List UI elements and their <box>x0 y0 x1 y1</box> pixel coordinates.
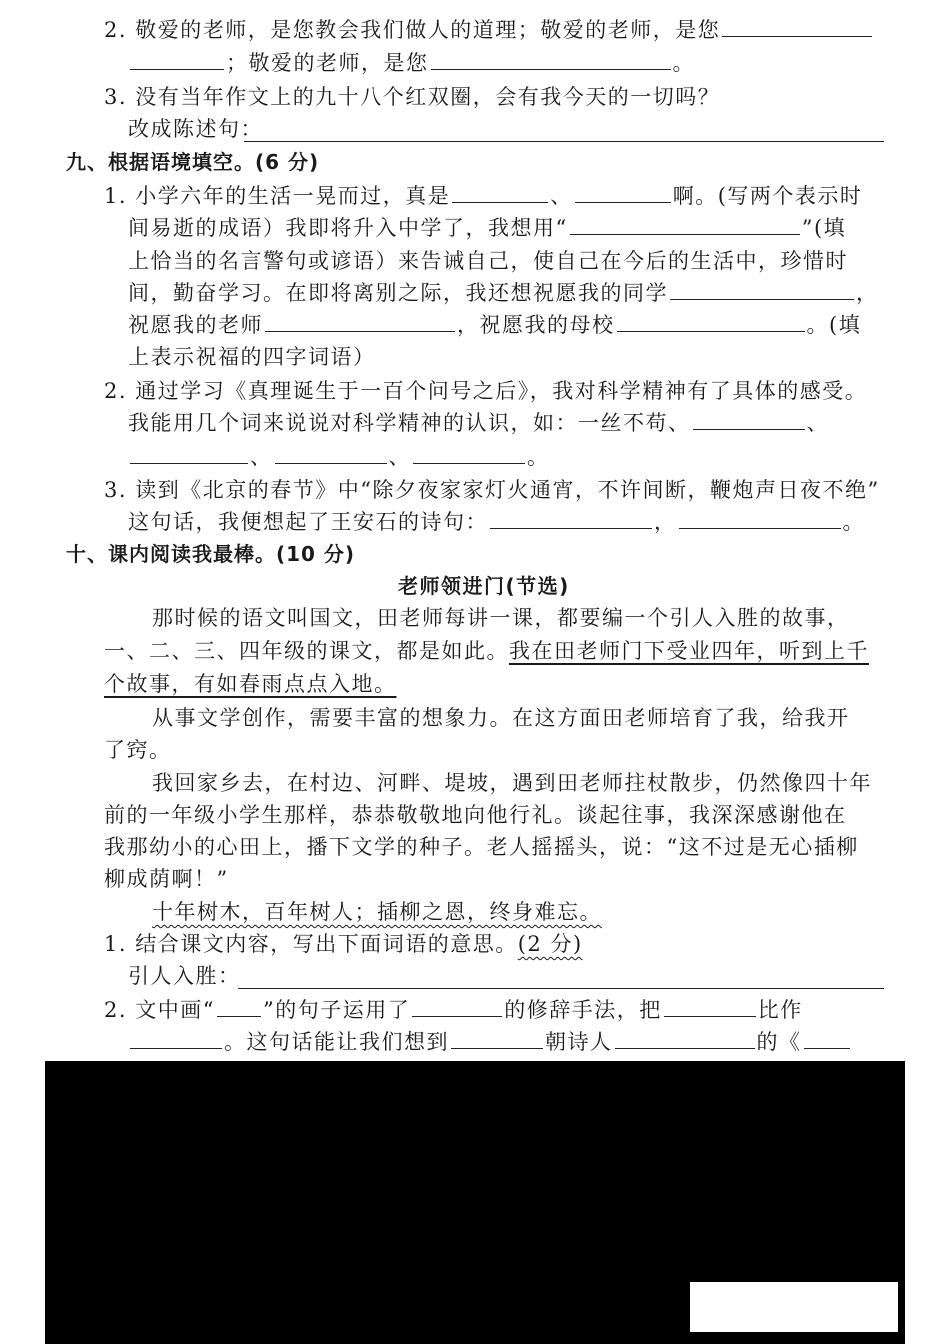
s8-q2-text-c: 。 <box>672 51 695 75</box>
answer-blank[interactable] <box>615 1028 755 1049</box>
s9-q2-line1: 2. 通过学习《真理诞生于一百个问号之后》，我对科学精神有了具体的感受。 <box>104 379 868 403</box>
s10-q1-line1 <box>104 930 583 958</box>
answer-blank[interactable] <box>130 1028 222 1049</box>
s10-q2-text-f: 朝诗人 <box>545 1030 613 1054</box>
s9-q3-line2 <box>128 508 865 536</box>
s10-q2-line1 <box>104 996 803 1024</box>
answer-blank[interactable] <box>804 1028 850 1049</box>
s10-q2-text-e: 。这句话能让我们想到 <box>224 1030 449 1054</box>
passage-title: 老师领进门(节选) <box>398 574 570 598</box>
answer-blank[interactable] <box>452 182 548 203</box>
answer-blank[interactable] <box>412 996 502 1017</box>
s9-q2-text-d: 、 <box>388 445 411 469</box>
s10-q1-text: 1. 结合课文内容，写出下面词语的意思。 <box>104 932 518 956</box>
s9-q1-text-j: 。(填 <box>806 313 862 337</box>
s9-q1-line3: 上恰当的名言警句或谚语）来告诫自己，使自己在今后的生活中，珍惜时 <box>128 249 848 273</box>
s10-q2-line2 <box>128 1028 852 1056</box>
white-box <box>690 1282 898 1332</box>
s9-q1-text-h: 祝愿我的老师 <box>128 313 263 337</box>
s9-q3-text-c: 。 <box>842 510 865 534</box>
s9-q1-line1 <box>104 182 862 210</box>
s9-q1-text-g: ， <box>856 281 879 305</box>
s10-q1-line2: 引人入胜： <box>128 964 241 988</box>
answer-blank[interactable] <box>664 996 756 1017</box>
answer-blank[interactable] <box>265 311 455 332</box>
s8-q3-line2 <box>128 115 263 143</box>
s8-q2-text-a: 2. 敬爱的老师，是您教会我们做人的道理；敬爱的老师，是您 <box>104 18 721 42</box>
passage-p3-line2: 前的一年级小学生那样，恭恭敬敬地向他行礼。谈起往事，我深深感谢他在 <box>104 803 847 827</box>
s8-q2-line2 <box>128 49 695 77</box>
s9-q2-line3 <box>128 443 550 471</box>
sentence-marker-blank <box>217 996 261 1017</box>
s10-q1-score: (2 分) <box>517 932 583 956</box>
s9-q2-line2 <box>128 409 829 437</box>
answer-blank[interactable] <box>431 49 671 70</box>
passage-text: 一、二、三、四年级的课文，都是如此。 <box>104 639 509 663</box>
s9-q1-line6: 上表示祝福的四字词语） <box>128 345 376 369</box>
answer-blank[interactable] <box>451 1028 543 1049</box>
passage-p3-line4: 柳成荫啊！” <box>104 867 229 891</box>
wavy-underlined-sentence: 十年树木，百年树人；插柳之恩，终身难忘。 <box>152 900 602 924</box>
s10-q2-text-b: ”的句子运用了 <box>262 998 411 1022</box>
s9-q1-text-a: 1. 小学六年的生活一晃而过，真是 <box>104 184 451 208</box>
s9-q3-line1: 3. 读到《北京的春节》中“除夕夜家家灯火通宵，不许间断，鞭炮声日夜不绝” <box>104 478 880 502</box>
s10-q2-text-c: 的修辞手法，把 <box>504 998 662 1022</box>
passage-p2-line1: 从事文学创作，需要丰富的想象力。在这方面田老师培育了我，给我开 <box>152 706 850 730</box>
s10-q2-text-a: 2. 文中画“ <box>104 998 215 1022</box>
s9-q1-line5 <box>128 311 861 339</box>
s8-q3-text: 3. 没有当年作文上的九十八个红双圈，会有我今天的一切吗？ <box>104 85 721 109</box>
s9-q3-text-b: ， <box>654 510 677 534</box>
s10-q2-text-d: 比作 <box>757 998 803 1022</box>
section10-heading: 十、课内阅读我最棒。(10 分) <box>66 542 356 566</box>
passage-p1-line3 <box>104 670 397 698</box>
s9-q1-text-d: 间易逝的成语）我即将升入中学了，我想用“ <box>128 216 568 240</box>
passage-p2-line2: 了窍。 <box>104 738 172 762</box>
s10-q2-text-g: 的《 <box>756 1030 802 1054</box>
s9-q1-text-f: 间，勤奋学习。在即将离别之际，我还想祝愿我的同学 <box>128 281 668 305</box>
passage-p1-line1: 那时候的语文叫国文，田老师每讲一课，都要编一个引人入胜的故事， <box>152 606 850 630</box>
s9-q2-text-c: 、 <box>250 445 273 469</box>
answer-blank[interactable] <box>130 49 224 70</box>
s9-q1-text-i: ，祝愿我的母校 <box>457 313 615 337</box>
underlined-sentence: 我在田老师门下受业四年，听到上千 <box>509 639 869 663</box>
answer-blank[interactable] <box>575 182 671 203</box>
answer-blank[interactable] <box>490 508 652 529</box>
section9-heading: 九、根据语境填空。(6 分) <box>66 150 320 174</box>
passage-p4-line <box>152 898 602 926</box>
s9-q1-text-c: 啊。(写两个表示时 <box>672 184 863 208</box>
s9-q1-text-b: 、 <box>550 184 573 208</box>
answer-blank[interactable] <box>670 279 854 300</box>
s9-q2-text-e: 。 <box>527 445 550 469</box>
s8-q3-instruction: 改成陈述句： <box>128 117 263 141</box>
passage-p3-line3: 我那幼小的心田上，播下文学的种子。老人摇摇头，说：“这不过是无心插柳 <box>104 835 859 859</box>
answer-blank[interactable] <box>130 443 248 464</box>
answer-blank[interactable] <box>570 214 800 235</box>
passage-p3-line1: 我回家乡去，在村边、河畔、堤坡，遇到田老师拄杖散步，仍然像四十年 <box>152 771 872 795</box>
s9-q1-line4 <box>128 279 879 307</box>
s8-q2-line1 <box>104 16 874 44</box>
answer-blank[interactable] <box>617 311 805 332</box>
s9-q2-text-a: 我能用几个词来说说对科学精神的认识，如：一丝不苟、 <box>128 411 691 435</box>
answer-blank[interactable] <box>413 443 525 464</box>
answer-blank[interactable] <box>275 443 387 464</box>
answer-blank[interactable] <box>693 409 805 430</box>
answer-line[interactable] <box>238 988 884 989</box>
answer-blank[interactable] <box>722 16 872 37</box>
passage-p1-line2 <box>104 637 869 665</box>
s8-q3-line1 <box>104 83 720 111</box>
s9-q2-text-b: 、 <box>806 411 829 435</box>
s9-q1-line2 <box>128 214 846 242</box>
answer-blank[interactable] <box>679 508 841 529</box>
underlined-sentence-end: 个故事，有如春雨点点入地。 <box>104 672 397 696</box>
s8-q2-text-b: ；敬爱的老师，是您 <box>226 51 429 75</box>
s9-q1-text-e: ”(填 <box>801 216 847 240</box>
s9-q3-text-a: 这句话，我便想起了王安石的诗句： <box>128 510 488 534</box>
answer-line[interactable] <box>244 141 884 142</box>
